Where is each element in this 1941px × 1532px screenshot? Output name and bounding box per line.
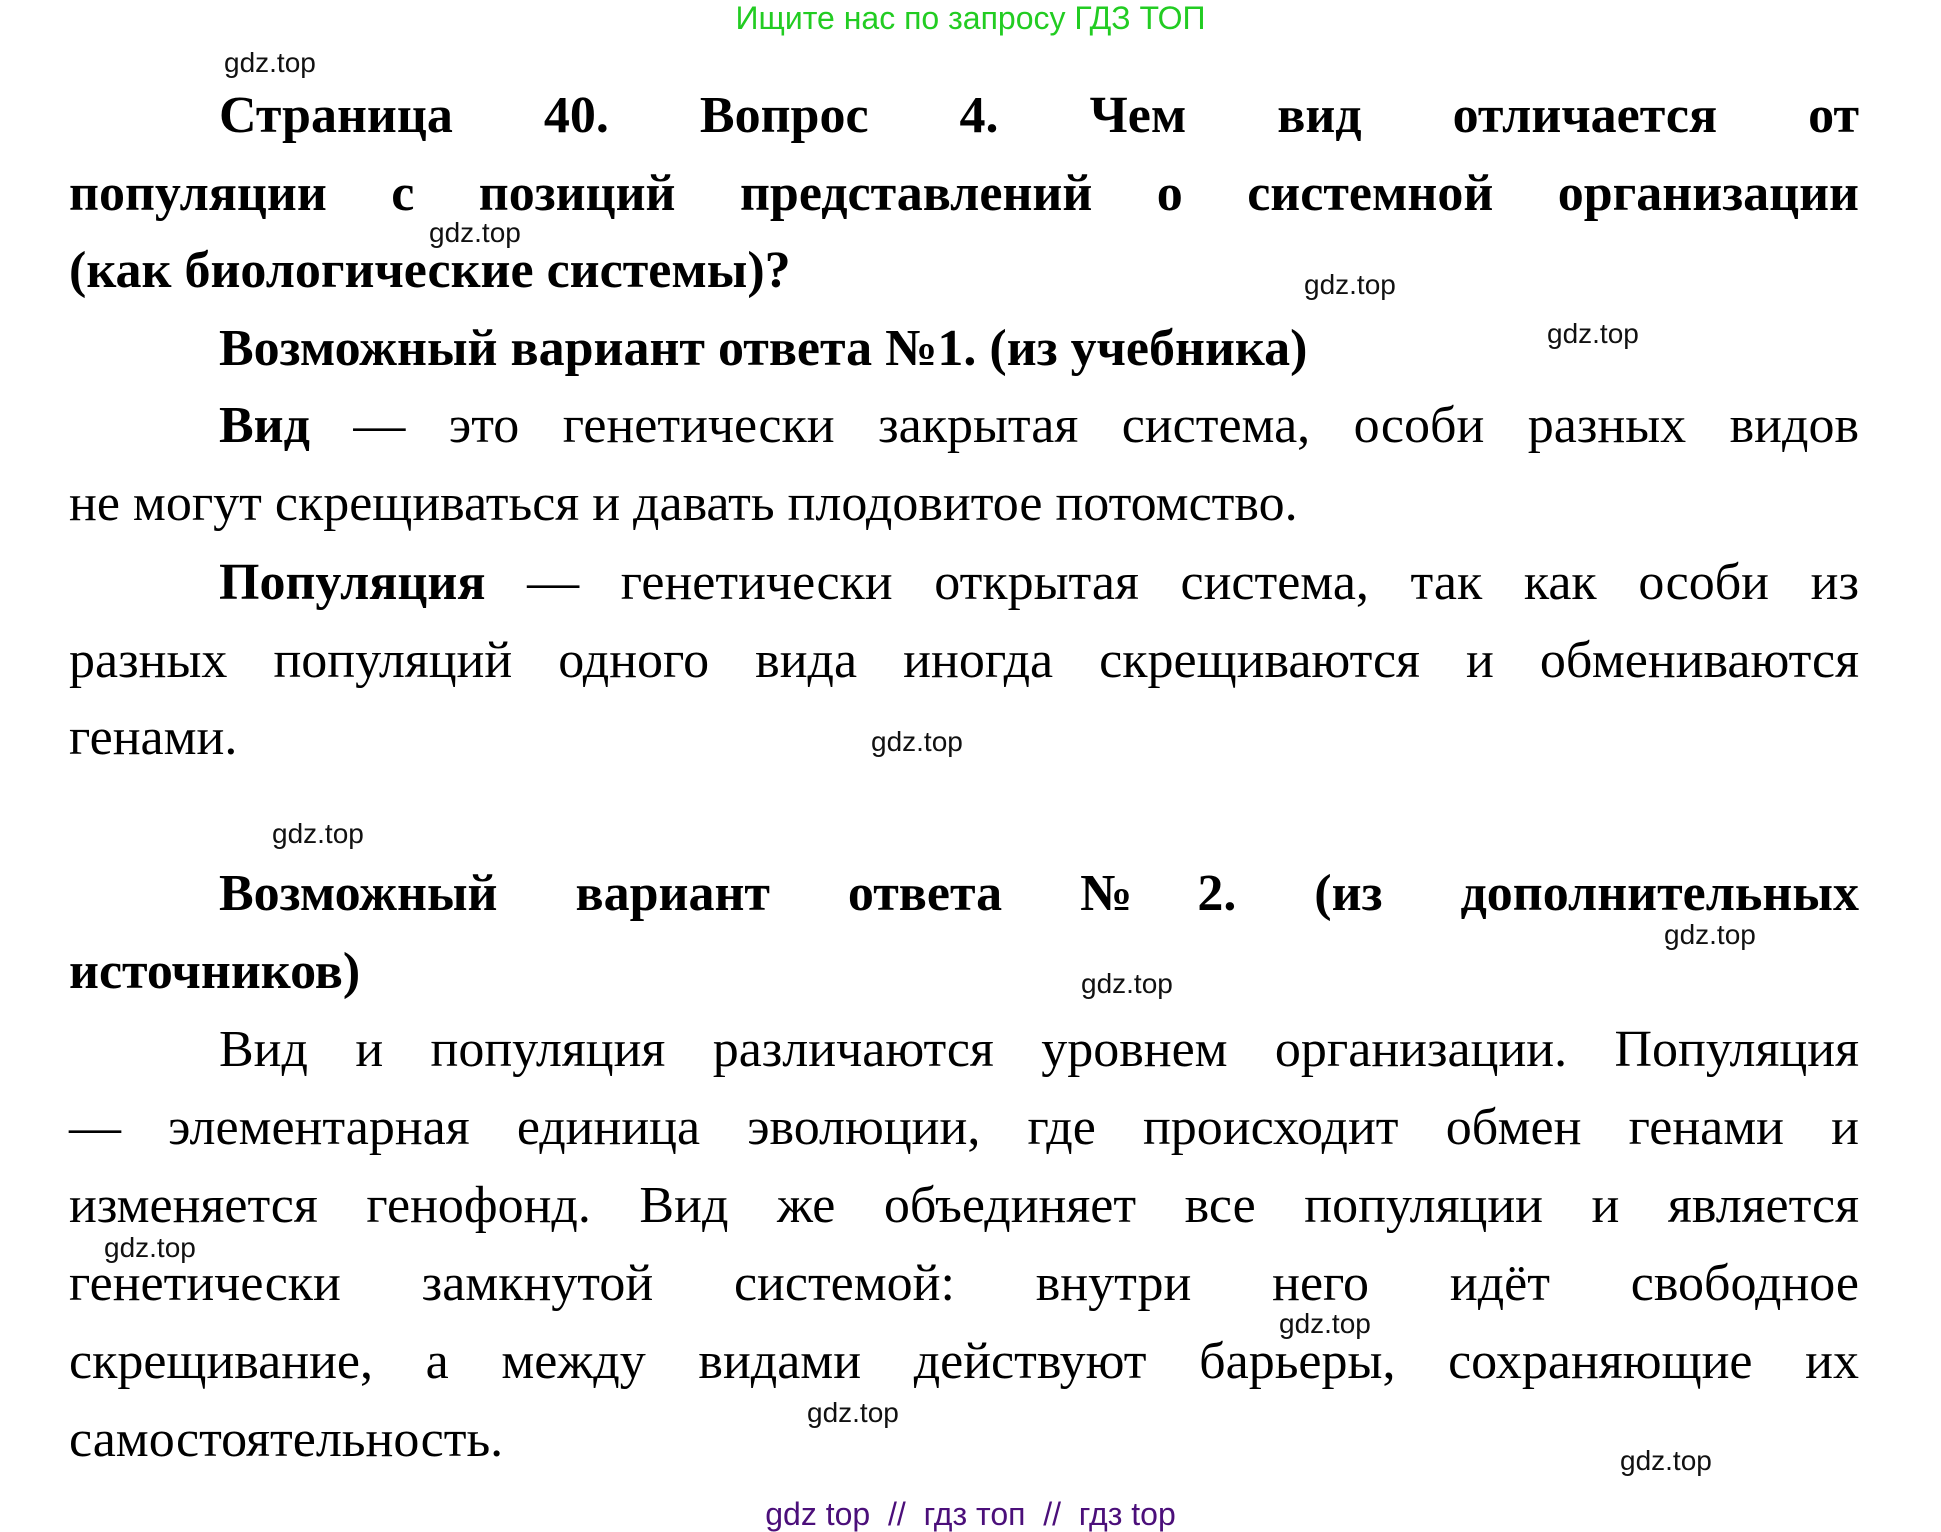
species-definition-line-2: не могут скрещиваться и давать плодовитое потомство.: [69, 475, 1298, 532]
search-hint-banner: Ищите нас по запросу ГДЗ ТОП: [735, 0, 1206, 36]
answer-2-text-line-5: скрещивание, а между видами действуют барьеры, сохраняющие их: [69, 1333, 1859, 1390]
answer-2-text-line-3: изменяется генофонд. Вид же объединяет все популяции и является: [69, 1177, 1859, 1234]
question-title-line-1: Страница 40. Вопрос 4. Чем вид отличается от: [219, 87, 1859, 144]
watermark: gdz.top: [1304, 269, 1396, 300]
watermark: gdz.top: [1664, 919, 1756, 950]
species-definition-text: — это генетически закрытая система, особи разных видов: [309, 397, 1859, 454]
answer-2-text-line-6: самостоятельность.: [69, 1411, 504, 1468]
population-term: Популяция: [219, 554, 486, 611]
answer-2-text-line-1: Вид и популяция различаются уровнем организации. Популяция: [219, 1021, 1859, 1078]
answer-2-heading-line-2: источников): [69, 943, 361, 1000]
watermark: gdz.top: [871, 726, 963, 757]
footer-links: gdz top // гдз топ // гдз top: [765, 1496, 1176, 1532]
watermark: gdz.top: [807, 1397, 899, 1428]
answer-2-text-line-2: — элементарная единица эволюции, где происходит обмен генами и: [69, 1099, 1859, 1156]
watermark: gdz.top: [1081, 968, 1173, 999]
watermark: gdz.top: [1279, 1308, 1371, 1339]
species-term: Вид: [219, 397, 310, 454]
watermark: gdz.top: [1620, 1445, 1712, 1476]
question-title-line-2: популяции с позиций представлений о системной организации: [69, 165, 1859, 222]
population-definition-line-3: генами.: [69, 709, 238, 766]
answer-2-heading-line-1: Возможный вариант ответа №2. (из дополнительных: [219, 865, 1859, 922]
watermark: gdz.top: [272, 818, 364, 849]
population-definition-text: — генетически открытая система, так как особи из: [485, 554, 1859, 611]
question-title-line-3: (как биологические системы)?: [69, 242, 791, 299]
population-definition-line-1: [219, 553, 1859, 613]
answer-2-text-line-4: генетически замкнутой системой: внутри него идёт свободное: [69, 1255, 1859, 1312]
watermark: gdz.top: [104, 1232, 196, 1263]
watermark: gdz.top: [1547, 318, 1639, 349]
watermark: gdz.top: [224, 47, 316, 78]
species-definition-line-1: [219, 396, 1859, 456]
watermark: gdz.top: [429, 217, 521, 248]
answer-1-heading: Возможный вариант ответа №1. (из учебника): [219, 320, 1308, 377]
population-definition-line-2: разных популяций одного вида иногда скрещиваются и обмениваются: [69, 632, 1859, 689]
